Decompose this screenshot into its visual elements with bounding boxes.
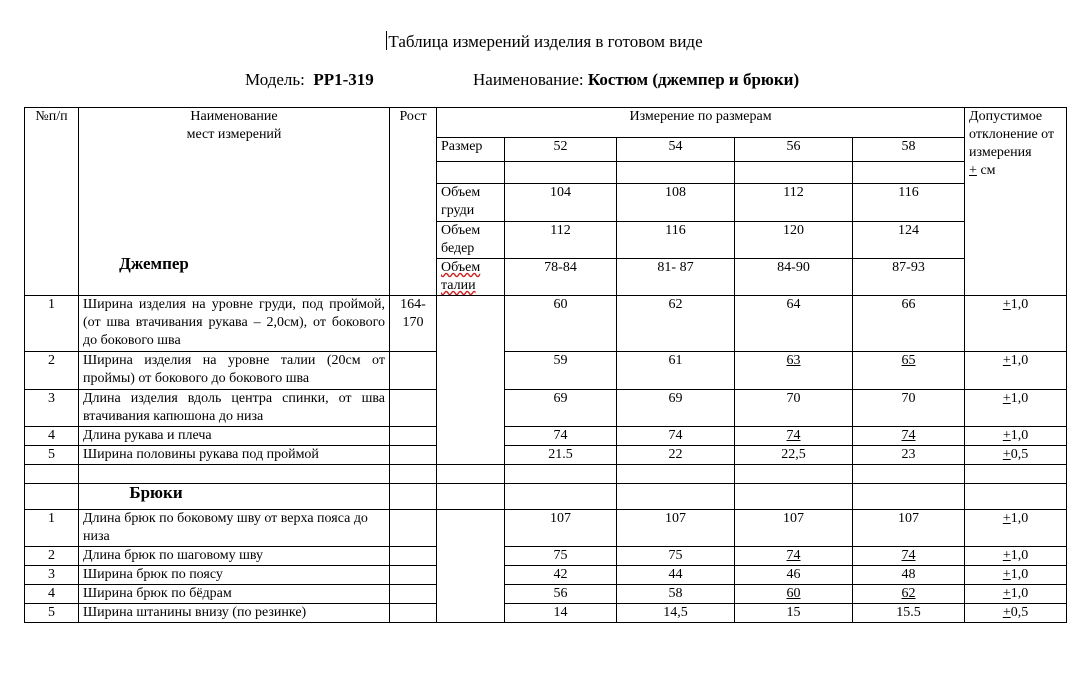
- chest-value: 108: [617, 184, 735, 222]
- model-label: Модель:: [245, 70, 305, 89]
- header-place: [79, 108, 390, 296]
- row-value: 70: [853, 390, 965, 427]
- height-value: 164-170: [390, 296, 437, 352]
- row-value: 74: [617, 427, 735, 446]
- row-value: 74: [735, 547, 853, 566]
- tolerance-value: 1,0: [1010, 297, 1029, 312]
- row-tolerance: [965, 446, 1067, 465]
- row-name: Ширина брюк по бёдрам: [79, 585, 390, 604]
- blank-cell: [390, 484, 437, 510]
- waist-value: 87-93: [853, 259, 965, 296]
- pm-sign: +: [1002, 511, 1011, 526]
- name-label: Наименование:: [473, 70, 584, 89]
- pm-sign: +: [1002, 567, 1011, 582]
- row-value: 60: [505, 296, 617, 352]
- measurement-table: [24, 107, 1067, 623]
- row-value: 74: [853, 427, 965, 446]
- pm-sign: +: [1002, 353, 1011, 368]
- blank-cell: [617, 484, 735, 510]
- waist-label: [437, 259, 505, 296]
- tolerance-value: 1,0: [1010, 511, 1029, 526]
- hips-value: 120: [735, 222, 853, 259]
- tolerance-value: 1,0: [1010, 586, 1029, 601]
- row-num: 4: [25, 427, 79, 446]
- row-name: Длина брюк по боковому шву от верха пояса до низа: [79, 510, 390, 547]
- tolerance-value: 1,0: [1010, 548, 1029, 563]
- hips-label: Объем бедер: [437, 222, 505, 259]
- blank-cell: [735, 484, 853, 510]
- header-place-line2: мест измерений: [186, 127, 282, 142]
- row-value: 70: [735, 390, 853, 427]
- tolerance-value: 0,5: [1010, 447, 1029, 462]
- blank-cell: [437, 484, 505, 510]
- blank-cell: [390, 585, 437, 604]
- row-value: 74: [735, 427, 853, 446]
- row-num: 3: [25, 566, 79, 585]
- blank-cell: [390, 352, 437, 390]
- row-value: 107: [735, 510, 853, 547]
- hips-value: 124: [853, 222, 965, 259]
- size-58: 58: [853, 138, 965, 162]
- row-value: 58: [617, 585, 735, 604]
- waist-value: 81- 87: [617, 259, 735, 296]
- row-num: 5: [25, 604, 79, 623]
- header-num: №п/п: [25, 108, 79, 296]
- row-value: 65: [853, 352, 965, 390]
- section-trousers: Брюки: [79, 484, 390, 510]
- row-value: 66: [853, 296, 965, 352]
- row-tolerance: [965, 566, 1067, 585]
- row-tolerance: [965, 585, 1067, 604]
- row-tolerance: [965, 604, 1067, 623]
- blank-cell: [437, 465, 505, 484]
- chest-value: 116: [853, 184, 965, 222]
- blank-cell: [390, 390, 437, 427]
- row-name: Ширина изделия на уровне груди, под проймой, (от шва втачивания рукава – 2,0см), от бокового до бокового шва: [79, 296, 390, 352]
- header-tolerance: [965, 108, 1067, 296]
- blank-cell: [390, 427, 437, 446]
- blank-cell: [437, 510, 505, 623]
- row-value: 107: [617, 510, 735, 547]
- blank-cell: [390, 510, 437, 547]
- pm-sign: +: [1002, 605, 1011, 620]
- row-tolerance: [965, 296, 1067, 352]
- size-52: 52: [505, 138, 617, 162]
- header-place-line1: Наименование: [190, 109, 278, 124]
- blank-cell: [965, 465, 1067, 484]
- row-num: 2: [25, 547, 79, 566]
- size-label: Размер: [437, 138, 505, 162]
- row-value: 22,5: [735, 446, 853, 465]
- blank-cell: [505, 484, 617, 510]
- row-num: 3: [25, 390, 79, 427]
- blank-cell: [25, 484, 79, 510]
- blank-cell: [437, 296, 505, 465]
- row-tolerance: [965, 547, 1067, 566]
- header-measure: Измерение по размерам: [437, 108, 965, 138]
- tolerance-pm: +: [969, 163, 977, 178]
- row-value: 62: [853, 585, 965, 604]
- tolerance-value: 1,0: [1010, 353, 1029, 368]
- row-name: Ширина изделия на уровне талии (20см от проймы) от бокового до бокового шва: [79, 352, 390, 390]
- chest-value: 112: [735, 184, 853, 222]
- tolerance-unit: см: [976, 163, 996, 178]
- row-value: 23: [853, 446, 965, 465]
- row-tolerance: [965, 390, 1067, 427]
- blank-cell: [390, 604, 437, 623]
- row-tolerance: [965, 427, 1067, 446]
- pm-sign: +: [1002, 548, 1011, 563]
- model-line: [245, 70, 374, 90]
- blank-cell: [25, 465, 79, 484]
- waist-label-text: Объем талии: [441, 260, 481, 293]
- blank-cell: [617, 465, 735, 484]
- hips-value: 116: [617, 222, 735, 259]
- blank-cell: [735, 162, 853, 184]
- row-value: 64: [735, 296, 853, 352]
- size-54: 54: [617, 138, 735, 162]
- row-num: 1: [25, 510, 79, 547]
- header-tolerance-text: Допустимое отклонение от измерения: [969, 109, 1055, 160]
- blank-cell: [853, 484, 965, 510]
- blank-cell: [617, 162, 735, 184]
- row-name: Ширина штанины внизу (по резинке): [79, 604, 390, 623]
- name-line: [473, 70, 799, 90]
- blank-cell: [853, 162, 965, 184]
- row-num: 4: [25, 585, 79, 604]
- pm-sign: +: [1002, 428, 1011, 443]
- tolerance-value: 0,5: [1010, 605, 1029, 620]
- blank-cell: [390, 547, 437, 566]
- row-value: 62: [617, 296, 735, 352]
- row-value: 46: [735, 566, 853, 585]
- row-tolerance: [965, 352, 1067, 390]
- blank-cell: [437, 162, 505, 184]
- tolerance-value: 1,0: [1010, 428, 1029, 443]
- row-value: 42: [505, 566, 617, 585]
- name-value: Костюм (джемпер и брюки): [587, 70, 800, 89]
- waist-value: 84-90: [735, 259, 853, 296]
- row-value: 15.5: [853, 604, 965, 623]
- section-jumper: Джемпер: [119, 254, 189, 273]
- blank-cell: [390, 566, 437, 585]
- row-value: 74: [853, 547, 965, 566]
- blank-cell: [505, 465, 617, 484]
- tolerance-value: 1,0: [1010, 391, 1029, 406]
- row-value: 15: [735, 604, 853, 623]
- row-num: 2: [25, 352, 79, 390]
- blank-cell: [853, 465, 965, 484]
- waist-value: 78-84: [505, 259, 617, 296]
- row-value: 75: [505, 547, 617, 566]
- document-title: [0, 31, 1089, 52]
- header-height: Рост: [390, 108, 437, 296]
- row-value: 48: [853, 566, 965, 585]
- pm-sign: +: [1002, 297, 1011, 312]
- hips-value: 112: [505, 222, 617, 259]
- row-name: Ширина брюк по поясу: [79, 566, 390, 585]
- chest-value: 104: [505, 184, 617, 222]
- row-value: 56: [505, 585, 617, 604]
- row-value: 44: [617, 566, 735, 585]
- row-value: 14: [505, 604, 617, 623]
- row-value: 22: [617, 446, 735, 465]
- row-value: 107: [853, 510, 965, 547]
- row-num: 5: [25, 446, 79, 465]
- row-value: 59: [505, 352, 617, 390]
- blank-cell: [79, 465, 390, 484]
- blank-cell: [735, 465, 853, 484]
- row-name: Длина изделия вдоль центра спинки, от шва втачивания капюшона до низа: [79, 390, 390, 427]
- row-value: 74: [505, 427, 617, 446]
- row-value: 61: [617, 352, 735, 390]
- blank-cell: [965, 484, 1067, 510]
- blank-cell: [505, 162, 617, 184]
- model-value: РР1-319: [313, 70, 374, 89]
- row-value: 69: [617, 390, 735, 427]
- row-value: 21.5: [505, 446, 617, 465]
- pm-sign: +: [1002, 447, 1011, 462]
- chest-label: Объем груди: [437, 184, 505, 222]
- row-value: 69: [505, 390, 617, 427]
- size-56: 56: [735, 138, 853, 162]
- pm-sign: +: [1002, 391, 1011, 406]
- row-value: 107: [505, 510, 617, 547]
- row-value: 75: [617, 547, 735, 566]
- row-num: 1: [25, 296, 79, 352]
- blank-cell: [390, 446, 437, 465]
- row-value: 63: [735, 352, 853, 390]
- row-tolerance: [965, 510, 1067, 547]
- pm-sign: +: [1002, 586, 1011, 601]
- row-value: 60: [735, 585, 853, 604]
- row-value: 14,5: [617, 604, 735, 623]
- blank-cell: [390, 465, 437, 484]
- row-name: Длина брюк по шаговому шву: [79, 547, 390, 566]
- row-name: Длина рукава и плеча: [79, 427, 390, 446]
- title-text: Таблица измерений изделия в готовом виде: [388, 32, 703, 51]
- row-name: Ширина половины рукава под проймой: [79, 446, 390, 465]
- tolerance-value: 1,0: [1010, 567, 1029, 582]
